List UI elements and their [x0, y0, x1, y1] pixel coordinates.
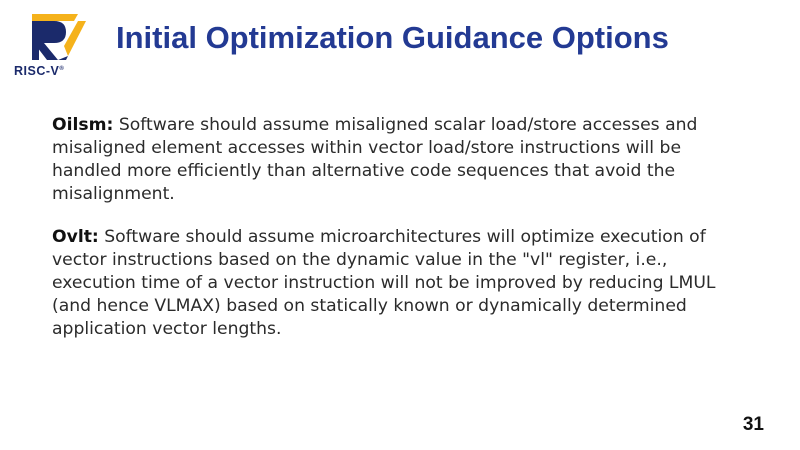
risc-v-logo-icon: [14, 12, 98, 64]
paragraph-ovlt-text: Software should assume microarchitectures will optimize execution of vector instructions based on the dynamic value in the "vl" register, i.e., execution time of a vector instruction will not be improved by reducing LMUL (and hence VLMAX) based on statically known or dynamically determined application vector lengths.: [52, 227, 716, 339]
logo-text: RISC-V®: [14, 64, 65, 78]
term-oilsm: Oilsm:: [52, 115, 114, 135]
term-ovlt: Ovlt:: [52, 227, 99, 247]
slide-body: [52, 114, 752, 361]
paragraph-ovlt: [52, 226, 752, 341]
paragraph-oilsm: [52, 114, 752, 206]
page-number: 31: [742, 414, 764, 435]
paragraph-oilsm-text: Software should assume misaligned scalar load/store accesses and misaligned element accesses within vector load/store instructions will be handled more efficiently than alternative code sequences that avoid the misalignment.: [52, 115, 698, 204]
slide-title: Initial Optimization Guidance Options: [116, 20, 669, 55]
risc-v-logo: [14, 12, 98, 82]
